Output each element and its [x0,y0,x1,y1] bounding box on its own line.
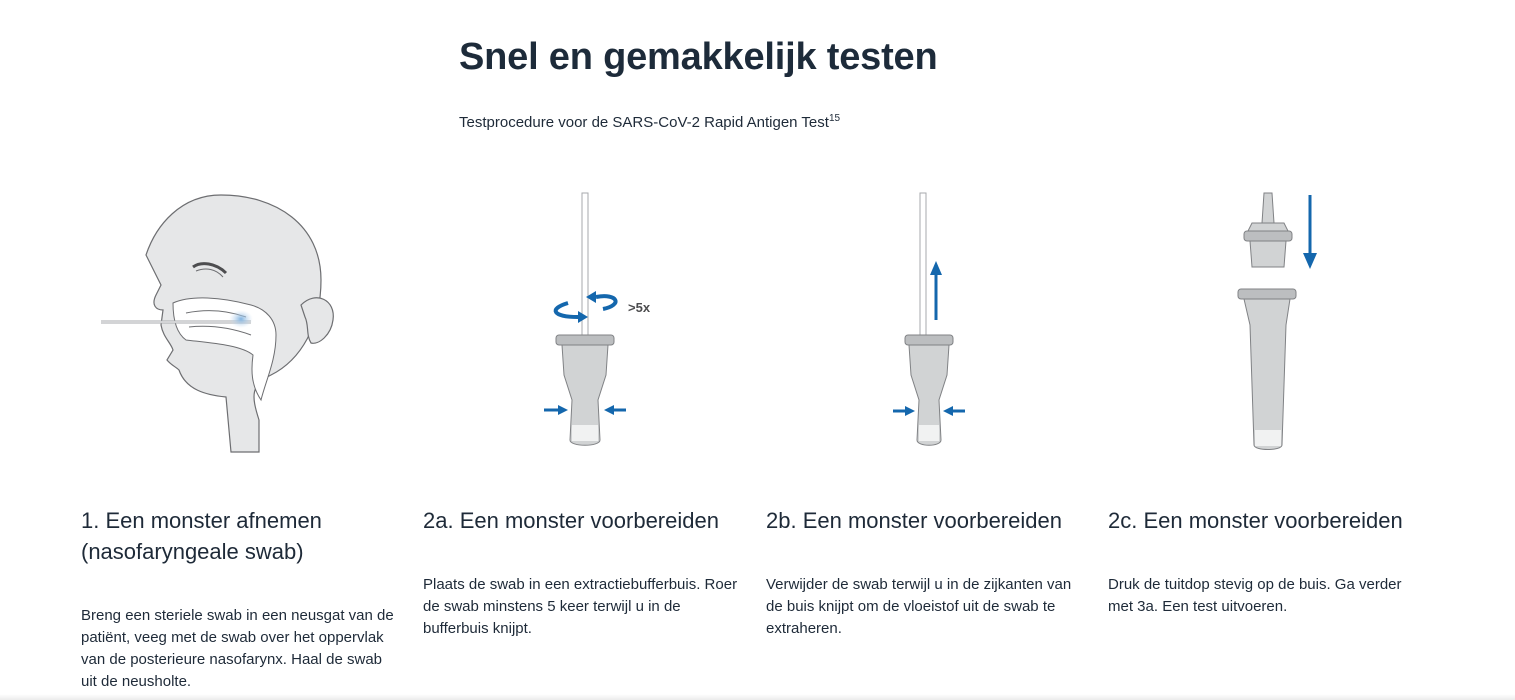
step-1-title-line1: 1. Een monster afnemen [81,508,322,533]
nasal-swab-head-illustration [101,185,401,460]
nozzle-cap-tube-illustration [1218,185,1468,460]
subtitle-footnote-ref[interactable]: 15 [828,113,841,124]
rotation-count-label: >5x [628,300,651,315]
step-2c-title: 2c. Een monster voorbereiden [1108,508,1403,533]
bottom-shadow-divider [0,694,1515,700]
step-2a-description: Plaats de swab in een extractiebufferbuis. Roer de swab minstens 5 keer terwijl u in de bufferbuis knijpt. [423,576,738,637]
page-title: Snel en gemakkelijk testen [459,36,938,78]
step-1-title [81,505,411,567]
step-2a-title: 2a. Een monster voorbereiden [423,508,719,533]
swab-extract-tube-illustration [881,185,1131,460]
step-1-title-line2: (nasofaryngeale swab) [81,539,304,564]
step-2b-title: 2b. Een monster voorbereiden [766,508,1062,533]
subtitle-text: Testprocedure voor de SARS-CoV-2 Rapid Antigen Test [459,114,829,131]
swab-rotate-tube-illustration [538,185,788,460]
page-subtitle [459,114,840,131]
step-2b-description: Verwijder de swab terwijl u in de zijkanten van de buis knijpt om de vloeistof uit de swab te extraheren. [766,576,1072,637]
step-1-description: Breng een steriele swab in een neusgat van de patiënt, veeg met de swab over het oppervlak van de posterieure nasofarynx. Haal de swab uit de neusholte. [81,607,394,690]
step-2c-description: Druk de tuitdop stevig op de buis. Ga verder met 3a. Een test uitvoeren. [1108,576,1402,615]
